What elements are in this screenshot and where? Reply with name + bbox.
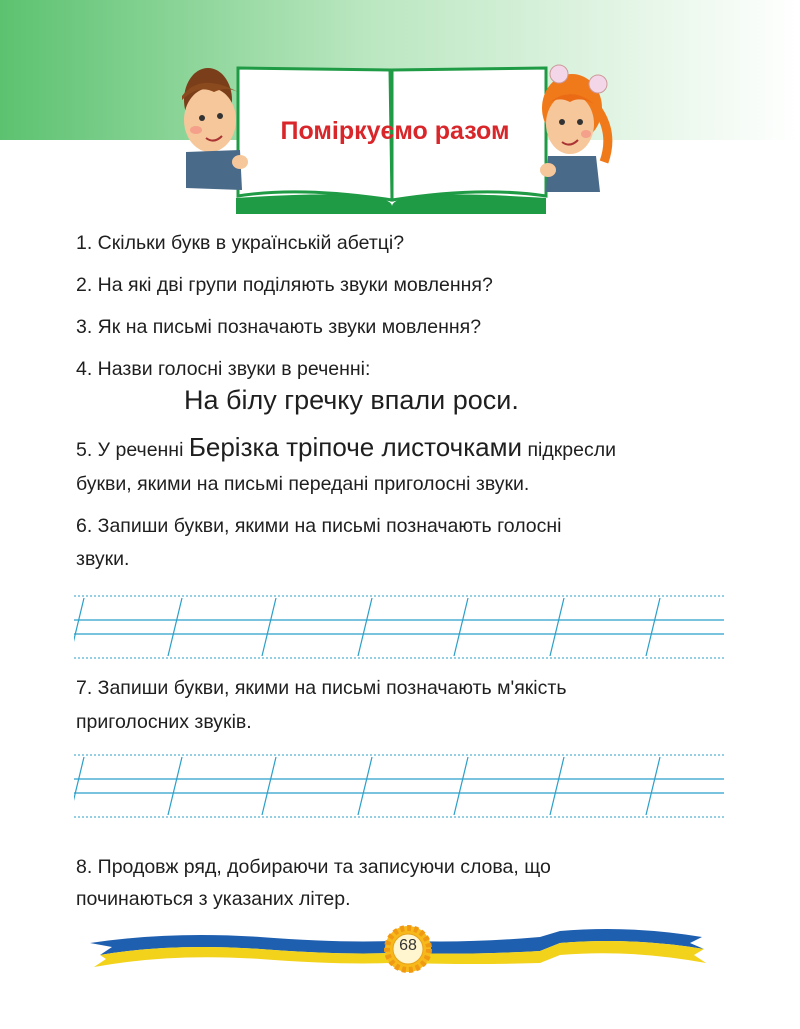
question-5-sentence: Берізка тріпоче листочками xyxy=(188,432,523,462)
question-7-line-1: 7. Запиши букви, якими на письмі позначають м'якість xyxy=(76,677,567,699)
question-4: 4. Назви голосні звуки в реченні: xyxy=(76,358,371,380)
question-8-line-2: починаються з указаних літер. xyxy=(76,888,351,910)
question-1: 1. Скільки букв в українській абетці? xyxy=(76,232,405,254)
writing-lines-2[interactable] xyxy=(74,753,724,819)
question-6-line-1: 6. Запиши букви, якими на письмі позначають голосні xyxy=(76,515,562,537)
question-8-line-1: 8. Продовж ряд, добираючи та записуючи слова, що xyxy=(76,856,551,878)
question-6-line-2: звуки. xyxy=(76,548,130,570)
question-5-suffix: підкресли xyxy=(527,439,616,461)
question-2: 2. На які дві групи поділяють звуки мовлення? xyxy=(76,274,493,296)
open-book-illustration xyxy=(0,0,800,220)
question-3: 3. Як на письмі позначають звуки мовлення? xyxy=(76,316,482,338)
girl-illustration xyxy=(540,65,608,192)
writing-lines-1[interactable] xyxy=(74,594,724,660)
question-5-prefix: 5. У реченні xyxy=(76,439,184,461)
page-number: 68 xyxy=(399,937,417,954)
question-4-example-sentence: На білу гречку впали роси. xyxy=(184,385,519,415)
page-title: Поміркуємо разом xyxy=(280,117,510,145)
footer-ribbon xyxy=(90,925,710,985)
question-7-line-2: приголосних звуків. xyxy=(76,711,252,733)
question-5-line-1 xyxy=(76,433,616,464)
question-5-line-2: букви, якими на письмі передані приголосні звуки. xyxy=(76,473,530,495)
